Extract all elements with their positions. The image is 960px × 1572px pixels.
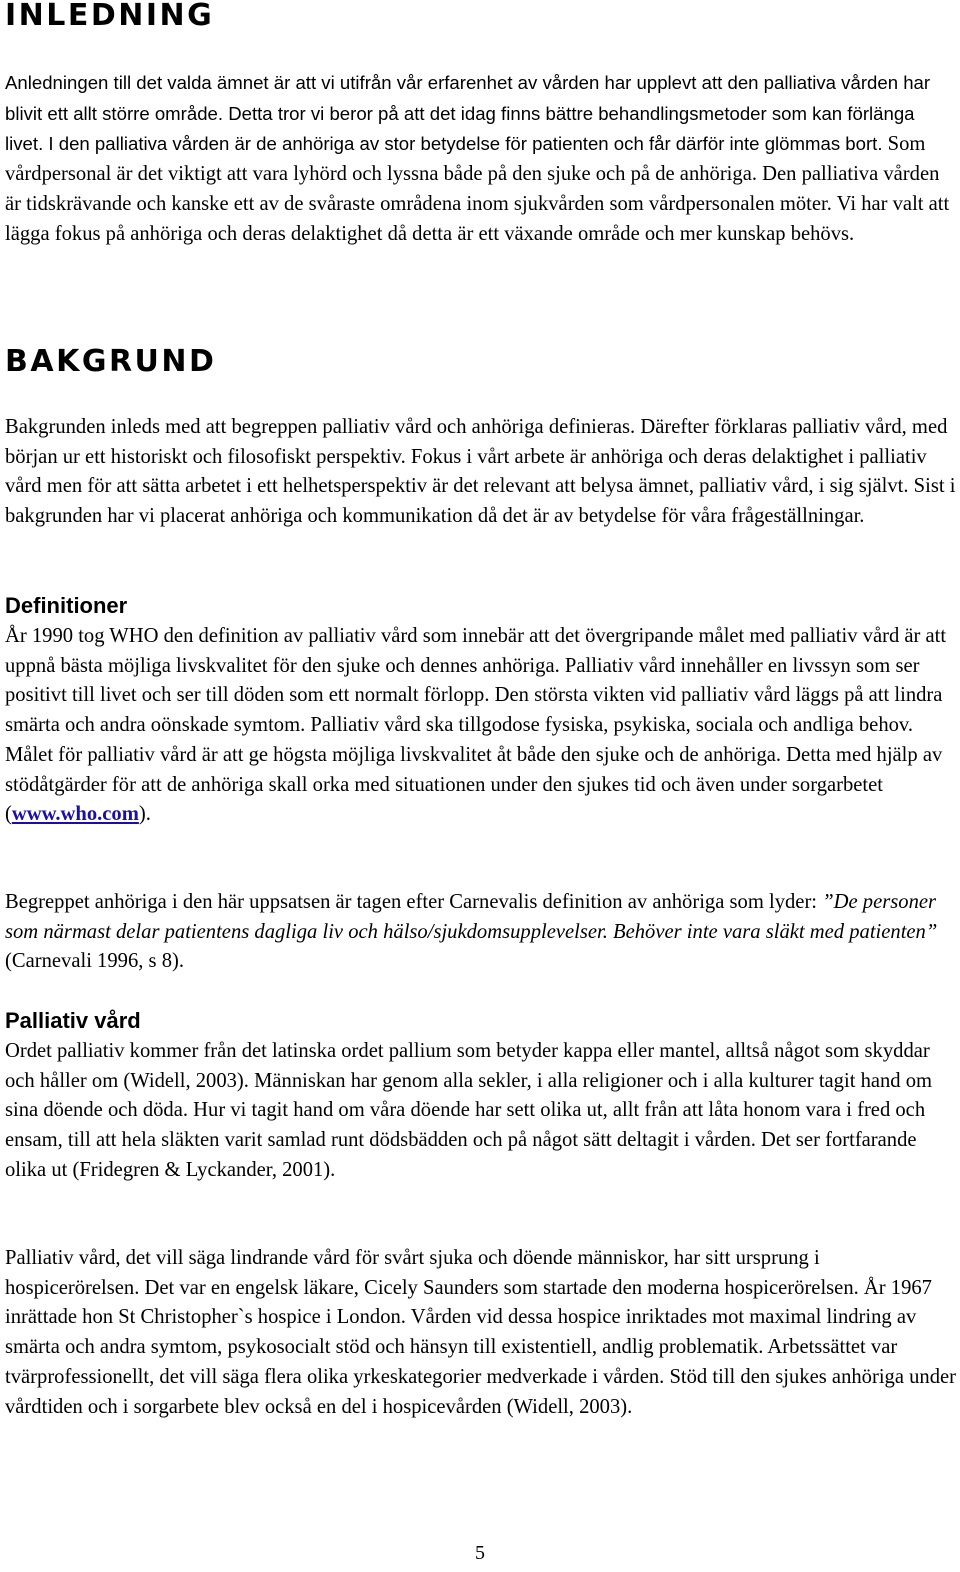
palliativ-vard-paragraph-1: Ordet palliativ kommer från det latinska ordet pallium som betyder kappa eller mantel, alltså något som skyddar och håller om (Widell, 2003). Människan har genom alla sekler, i alla religioner och i alla kulturer tagit hand om sina döende och döda. Hur vi tagit hand om våra döende har sett olika ut, allt från att låta honom vara i fred och ensam, till att hela släkten varit samlad runt dödsbädden och på något sätt deltagit i vården. Det ser fortfarande olika ut (Fridegren & Lyckander, 2001). <box>5 1040 933 1181</box>
definitioner-text-end: ). <box>138 803 151 826</box>
anhoriga-reference: (Carnevali 1996, s 8). <box>5 950 185 973</box>
page-number: 5 <box>475 1542 485 1564</box>
anhoriga-paragraph <box>5 888 960 977</box>
palliativ-vard-paragraph-2: Palliativ vård, det vill säga lindrande vård för svårt sjuka och döende människor, har sitt ursprung i hospicerörelsen. Det var en engelsk läkare, Cicely Saunders som startade den moderna hospicerörelsen. År 1967 inrättade hon St Christopher`s hospice i London. Vården vid dessa hospice inriktades mot maximal lindring av smärta och andra symtom, psykosocialt stöd och hänsyn till existentiell, andlig problematik. Arbetssättet var tvärprofessionellt, det vill säga flera olika yrkeskategorier medverkade i vården. Stöd till den sjukes anhöriga under vårdtiden och i sorgarbete blev också en del i hospicevården (Widell, 2003). <box>5 1247 957 1418</box>
heading-palliativ-vard: Palliativ vård <box>5 1008 141 1033</box>
inledning-text-serif: Som vårdpersonal är det viktigt att vara lyhörd och lyssna både på den sjuke och på de anhöriga. Den palliativa vården är tidskrävande och kanske ett av de svåraste områdena inom sjukvården som vårdpersonalen möter. Vi har valt att lägga fokus på anhöriga och deras delaktighet då detta är ett växande område och mer kunskap behövs. <box>5 133 950 245</box>
anhoriga-intro: Begreppet anhöriga i den här uppsatsen är tagen efter Carnevalis definition av anhöriga som lyder: <box>5 891 823 913</box>
anhoriga-quote: ”De personer som närmast delar patientens dagliga liv och hälso/sjukdomsupplevelser. Behöver inte vara släkt med patienten” <box>5 891 938 943</box>
heading-definitioner: Definitioner <box>5 593 128 618</box>
inledning-paragraph <box>5 68 957 249</box>
inledning-text-sans: Anledningen till det valda ämnet är att vi utifrån vår erfarenhet av vården har upplevt att den palliativa vården har blivit ett allt större område. Detta tror vi beror på att det idag finns bättre behandlingsmetoder som kan förlänga livet. I den palliativa vården är de anhöriga av stor betydelse för patienten och får därför inte glömmas bort. <box>5 72 931 155</box>
bakgrund-paragraph: Bakgrunden inleds med att begreppen palliativ vård och anhöriga definieras. Därefter förklaras palliativ vård, med början ur ett historiskt och filosofiskt perspektiv. Fokus i vårt arbete är anhöriga och deras delaktighet i palliativ vård men för att sätta arbetet i ett helhetsperspektiv är det relevant att belysa ämnet, palliativ vård, i sig självt. Sist i bakgrunden har vi placerat anhöriga och kommunikation då det är av betydelse för våra frågeställningar. <box>5 416 956 528</box>
heading-bakgrund: BAKGRUND <box>5 344 217 379</box>
heading-inledning: INLEDNING <box>5 0 215 33</box>
definitioner-paragraph <box>5 622 957 830</box>
who-link[interactable]: www.who.com <box>11 803 139 826</box>
definitioner-text: År 1990 tog WHO den definition av palliativ vård som innebär att det övergripande målet med palliativ vård är att uppnå bästa möjliga livskvalitet för den sjuke och dennes anhöriga. Palliativ vård innehåller en livssyn som ser positivt till livet och ser till döden som ett normalt förlopp. Den största vikten vid palliativ vård läggs på att lindra smärta och andra oönskade symtom. Palliativ vård ska tillgodose fysiska, psykiska, sociala och andliga behov. Målet för palliativ vård är att ge högsta möjliga livskvalitet åt både den sjuke och de anhöriga. Detta med hjälp av stödåtgärder för att de anhöriga skall orka med situationen under den sjukes tid och även under sorgarbetet ( <box>5 625 947 826</box>
